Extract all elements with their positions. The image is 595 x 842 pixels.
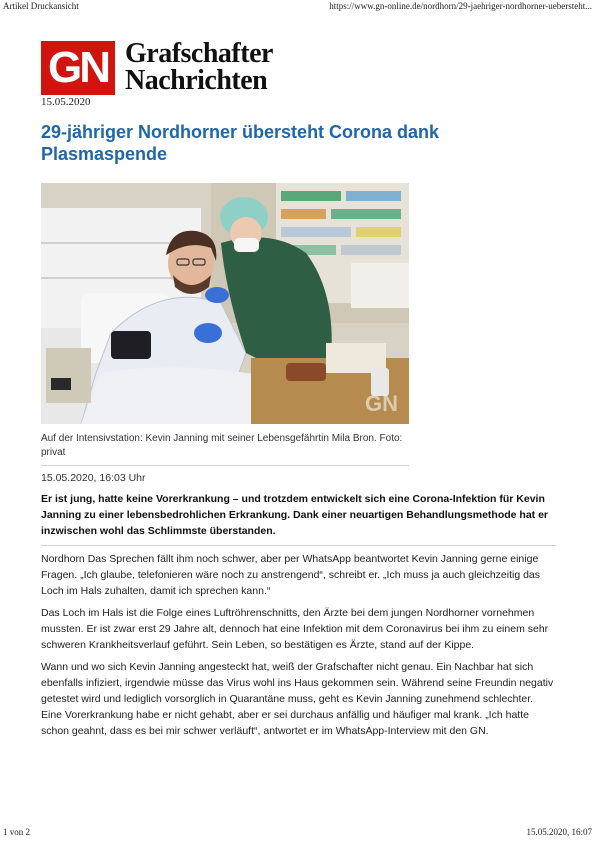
divider xyxy=(41,545,556,546)
article-paragraph: Das Loch im Hals ist die Folge eines Luftröhrenschnitts, den Ärzte bei dem jungen Nordhorner vornehmen mussten. Er ist zwar erst 29 Jahre alt, dennoch hat eine Infektion mit dem Coronavirus bei ihm zu einem sehr schweren Krankheitsverlauf geführt. Sein Leben, so bestätigen es Ärzte, stand auf der Kippe. xyxy=(41,607,549,651)
print-header-title: Artikel Druckansicht xyxy=(3,1,79,11)
gn-logo-wordmark xyxy=(125,40,273,94)
gn-logo[interactable] xyxy=(41,38,301,96)
gn-logo-line2: Nachrichten xyxy=(125,65,268,96)
article-photo xyxy=(41,183,409,424)
print-header-url[interactable]: https://www.gn-online.de/nordhorn/29-jaehriger-nordhorner-uebersteht... xyxy=(329,1,592,11)
article-headline: 29-jähriger Nordhorner übersteht Corona dank Plasmaspende xyxy=(41,122,440,164)
photo-watermark: GN xyxy=(365,391,398,416)
gn-logo-line1: Grafschafter xyxy=(125,38,273,69)
hospital-scene-image xyxy=(41,183,409,424)
article-paragraph: Nordhorn Das Sprechen fällt ihm noch schwer, aber per WhatsApp beantwortet Kevin Janning gerne einige Fragen. „Ich glaube, telefonieren wäre noch zu anstrengend“, schreibt er. „Ich muss ja auch gleichzeitig das Loch im Hals zuhalten, damit ich sprechen kann.“ xyxy=(41,553,541,597)
print-footer xyxy=(3,827,592,839)
page-number: 1 von 2 xyxy=(3,827,30,837)
print-header xyxy=(3,1,592,13)
gn-logo-mark: GN xyxy=(41,41,115,95)
article-date: 15.05.2020 xyxy=(41,96,91,108)
article-timestamp: 15.05.2020, 16:03 Uhr xyxy=(41,472,146,484)
print-datetime: 15.05.2020, 16:07 xyxy=(526,827,592,837)
divider xyxy=(41,465,409,466)
article-lead: Er ist jung, hatte keine Vorerkrankung – und trotzdem entwickelt sich eine Corona-Infektion für Kevin Janning zu einer lebensbedrohlichen Erkrankung. Dank einer neuartigen Behandlungsmethode hat er inzwischen wohl das Schlimmste überstanden. xyxy=(41,493,549,537)
photo-caption: Auf der Intensivstation: Kevin Janning mit seiner Lebensgefährtin Mila Bron. Foto: privat xyxy=(41,433,403,458)
article-paragraph: Wann und wo sich Kevin Janning angesteckt hat, weiß der Grafschafter nicht genau. Ein Nachbar hat sich ebenfalls infiziert, irgendwie müsse das Virus wohl ins Haus gekommen sein. Während seine Freundin negativ getestet wird und lediglich vorsorglich in Quarantäne muss, geht es Kevin Janning zunehmend schlechter. Eine Vorerkrankung habe er nicht gehabt, aber er sei durchaus anfällig und häufiger mal krank. „Ich hatte schon geahnt, dass es bei mir schwer verläuft“, antwortet er im WhatsApp-Interview mit den GN. xyxy=(41,661,554,737)
article-body xyxy=(41,551,556,745)
